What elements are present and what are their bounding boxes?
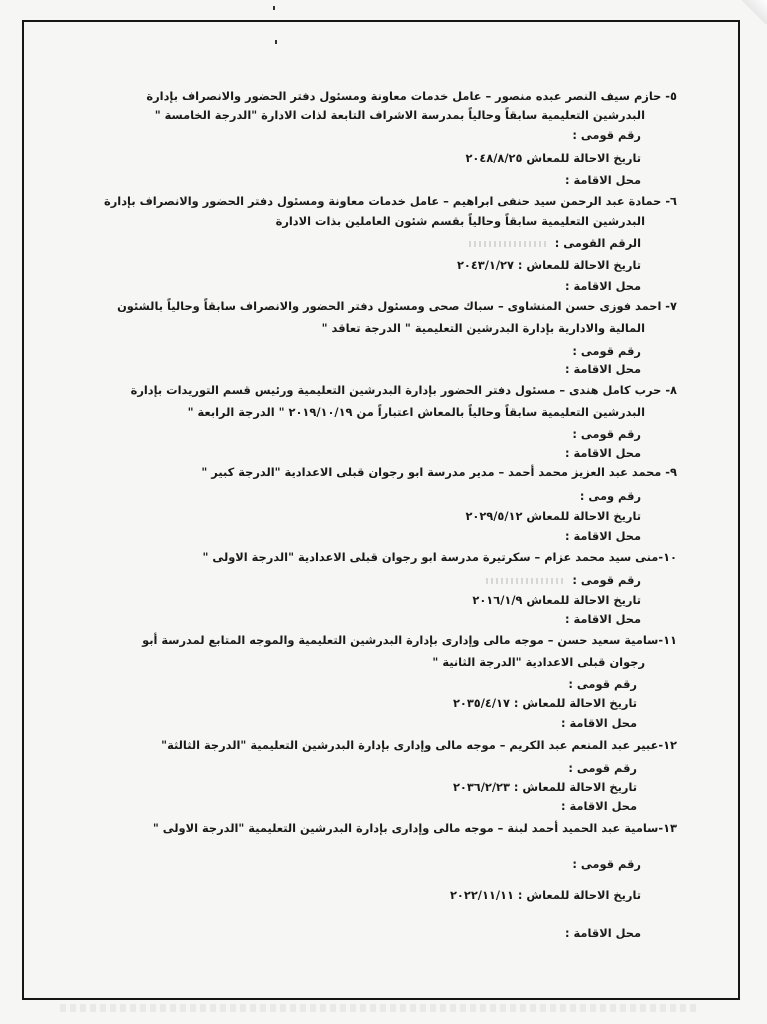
entry-6-national-id [469, 235, 641, 251]
entry-5-pension-date: تاريخ الاحالة للمعاش ٢٠٤٨/٨/٢٥ [465, 151, 641, 165]
redacted-value [469, 241, 549, 247]
entry-13-pension-date: تاريخ الاحالة للمعاش : ٢٠٢٢/١١/١١ [449, 888, 641, 902]
entry-9-national-id: رقم ومى : [579, 489, 641, 503]
entry-6-line-1: ٦- حمادة عبد الرحمن سيد حنفى ابراهيم – عامل خدمات معاونة ومسئول دفتر الحضور والانصراف بإدارة [104, 194, 677, 208]
entry-12-residence: محل الاقامة : [561, 799, 637, 813]
entry-8-national-id: رقم قومى : [572, 427, 641, 441]
scan-mark [275, 40, 277, 44]
entry-9-residence: محل الاقامة : [565, 529, 641, 543]
entry-11-line-2: رجوان قبلى الاعدادية "الدرجة الثانية " [432, 655, 645, 669]
entry-9-line-1: ٩- محمد عبد العزيز محمد أحمد – مدير مدرسة ابو رجوان قبلى الاعدادية "الدرجة كبير " [201, 465, 677, 479]
entry-5-line-2: البدرشين التعليمية سابقاً وحالياً بمدرسة الاشراف التابعة لذات الادارة "الدرجة الخامسة " [154, 108, 645, 122]
entry-6-national-id-label: الرقم القومى : [554, 236, 641, 250]
entry-11-pension-date: تاريخ الاحالة للمعاش : ٢٠٣٥/٤/١٧ [452, 696, 637, 710]
entry-13-national-id: رقم قومى : [572, 857, 641, 871]
entry-10-line-1: ١٠-منى سيد محمد عزام – سكرتيرة مدرسة ابو رجوان قبلى الاعدادية "الدرجة الاولى " [202, 550, 677, 564]
entry-12-line-1: ١٢-عبير عبد المنعم عبد الكريم – موجه مالى وإدارى بإدارة البدرشين التعليمية "الدرجة الثالثة" [161, 738, 677, 752]
entry-7-line-1: ٧- احمد فوزى حسن المنشاوى – سباك صحى ومسئول دفتر الحضور والانصراف سابقاً وحالياً بالشئون [117, 299, 677, 313]
entry-12-pension-date: تاريخ الاحالة للمعاش : ٢٠٣٦/٢/٢٣ [452, 780, 637, 794]
entry-5-line-1: ٥- حازم سيف النصر عبده منصور – عامل خدمات معاونة ومسئول دفتر الحضور والانصراف بإدارة [146, 89, 677, 103]
entry-7-national-id: رقم قومى : [572, 344, 641, 358]
entry-6-residence: محل الاقامة : [565, 279, 641, 293]
entry-13-residence: محل الاقامة : [565, 926, 641, 940]
entry-9-pension-date: تاريخ الاحالة للمعاش ٢٠٢٩/٥/١٢ [465, 509, 641, 523]
entry-5-national-id: رقم قومى : [572, 128, 641, 142]
scan-mark [273, 6, 275, 10]
entry-10-national-id-label: رقم قومى : [572, 573, 641, 587]
entry-12-national-id: رقم قومى : [568, 761, 637, 775]
entry-10-national-id [486, 572, 641, 588]
entry-5-residence: محل الاقامة : [565, 173, 641, 187]
entry-11-national-id: رقم قومى : [568, 677, 637, 691]
entry-8-line-1: ٨- حرب كامل هندى – مسئول دفتر الحضور بإدارة البدرشين التعليمية ورئيس قسم التوريدات بإدارة [130, 383, 677, 397]
entry-7-line-2: المالية والادارية بإدارة البدرشين التعليمية " الدرجة تعاقد " [321, 321, 645, 335]
redacted-value [486, 578, 566, 584]
entry-11-line-1: ١١-سامية سعيد حسن – موجه مالى وإدارى بإدارة البدرشين التعليمية والموجه المتابع لمدرسة أبو [142, 633, 677, 647]
entry-10-pension-date: تاريخ الاحالة للمعاش ٢٠١٦/١/٩ [472, 593, 641, 607]
entry-10-residence: محل الاقامة : [565, 612, 641, 626]
page-corner-fold [737, 0, 767, 24]
entry-6-line-2: البدرشين التعليمية سابقاً وحالياً بقسم شئون العاملين بذات الادارة [275, 214, 645, 228]
scan-bleed-through [60, 1004, 700, 1012]
entry-13-line-1: ١٣-سامية عبد الحميد أحمد لبنة – موجه مالى وإدارى بإدارة البدرشين التعليمية "الدرجة الاولى " [152, 821, 677, 835]
entry-8-residence: محل الاقامة : [565, 446, 641, 460]
entry-11-residence: محل الاقامة : [561, 716, 637, 730]
entry-7-residence: محل الاقامة : [565, 362, 641, 376]
entry-6-pension-date: تاريخ الاحالة للمعاش : ٢٠٤٣/١/٢٧ [456, 258, 641, 272]
entry-8-line-2: البدرشين التعليمية سابقاً وحالياً بالمعاش اعتباراً من ٢٠١٩/١٠/١٩ " الدرجة الرابعة " [187, 405, 645, 419]
